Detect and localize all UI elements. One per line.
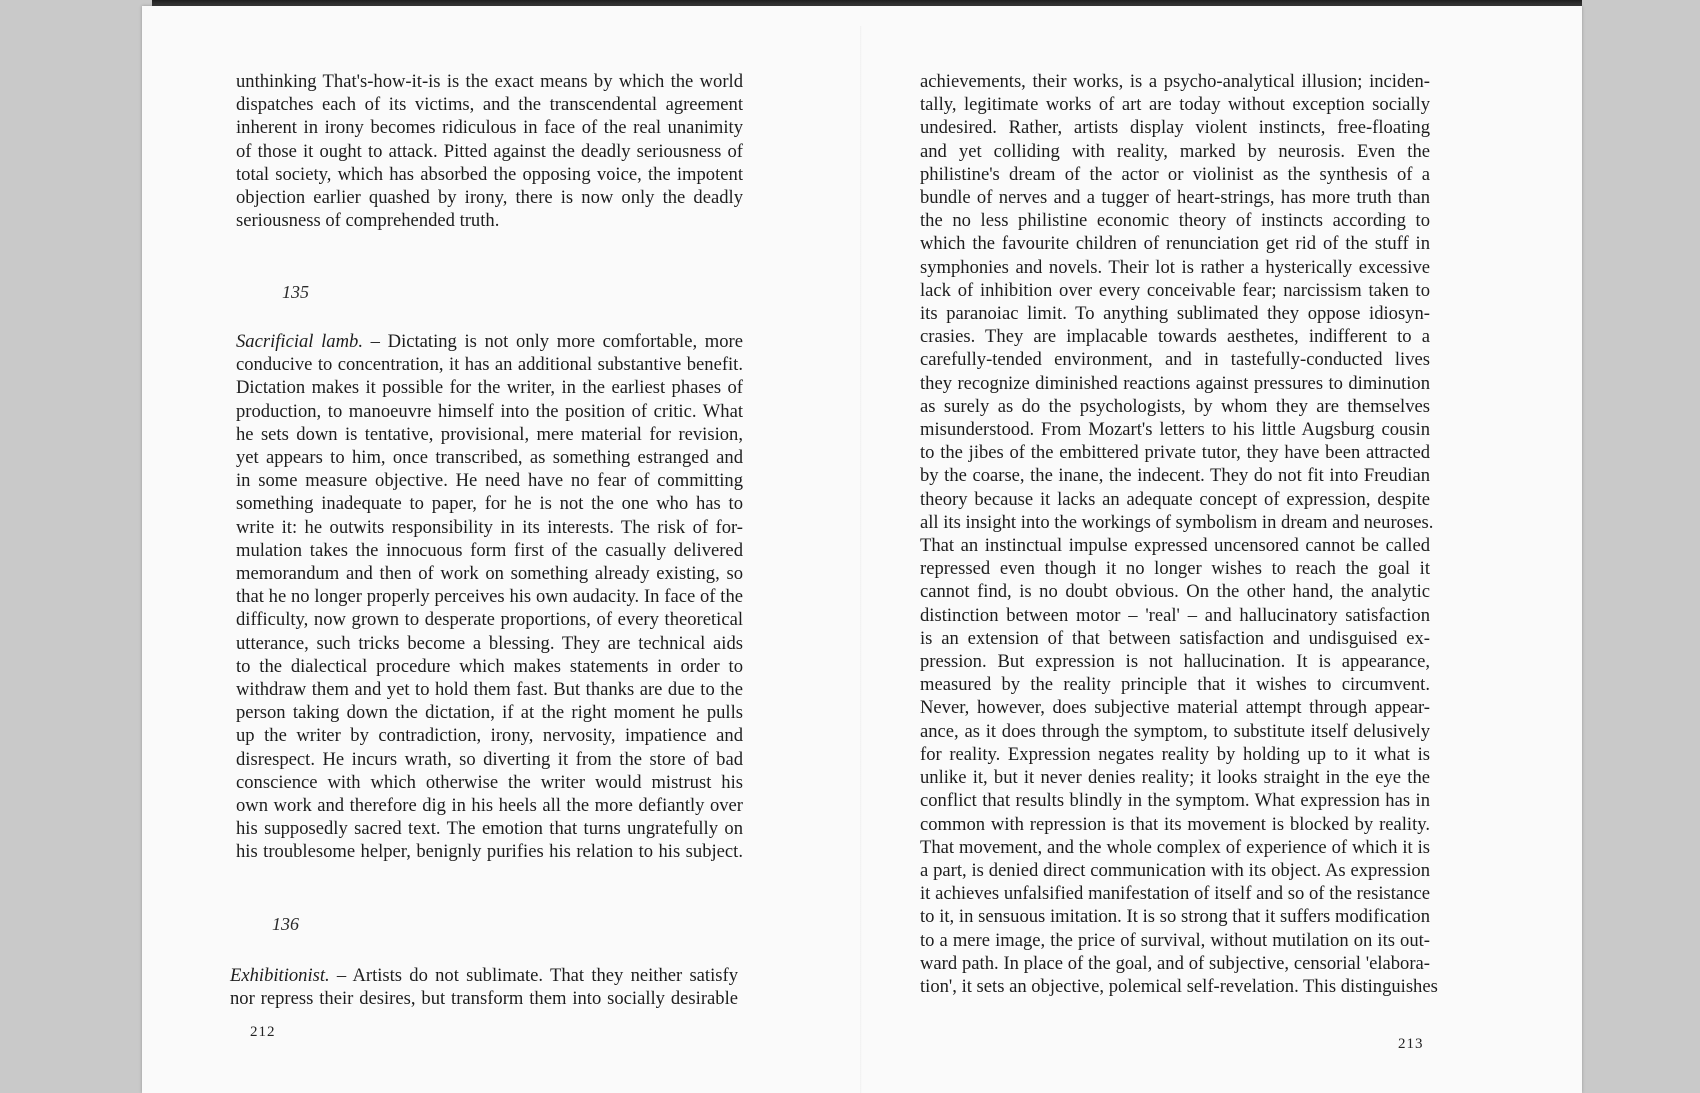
page-number-left: 212 bbox=[250, 1024, 276, 1040]
text-line: unlike it, but it never denies reality; it looks straight in the eye the bbox=[920, 767, 1430, 789]
left-page-intro bbox=[236, 70, 743, 232]
text-line: Dictation makes it possible for the writer, in the earliest phases of bbox=[236, 377, 743, 399]
text-line: it achieves unfalsified manifestation of itself and so of the resistance bbox=[920, 883, 1430, 905]
text-line: tion', it sets an objective, polemical self-revelation. This distinguishes bbox=[920, 975, 1438, 997]
text-line: seriousness of comprehended truth. bbox=[236, 210, 500, 232]
text-line: up the writer by contradiction, irony, nervosity, impatience and bbox=[236, 725, 743, 747]
text-line: person taking down the dictation, if at the right moment he pulls bbox=[236, 702, 743, 724]
text-line: as surely as do the psychologists, by whom they are themselves bbox=[920, 395, 1430, 417]
text-line: a part, is denied direct communication with its object. As expression bbox=[920, 859, 1430, 881]
text-line: own work and therefore dig in his heels all the more defiantly over bbox=[236, 795, 743, 817]
text-line: which the favourite children of renunciation get rid of the stuff in bbox=[920, 233, 1430, 255]
text-line: withdraw them and yet to hold them fast. But thanks are due to the bbox=[236, 679, 743, 701]
text-line: to the jibes of the embittered private tutor, they have been attracted bbox=[920, 442, 1430, 464]
text-line: production, to manoeuvre himself into the position of critic. What bbox=[236, 400, 743, 422]
text-line: dispatches each of its victims, and the transcendental agreement bbox=[236, 94, 743, 116]
text-line: to the dialectical procedure which makes statements in order to bbox=[236, 655, 743, 677]
text-line: yet appears to him, once transcribed, as something estranged and bbox=[236, 447, 743, 469]
text-line: disrespect. He incurs wrath, so diverting it from the store of bad bbox=[236, 748, 743, 770]
text-line: they recognize diminished reactions against pressures to diminution bbox=[920, 372, 1430, 394]
text-line: that he no longer properly perceives his own audacity. In face of the bbox=[236, 586, 743, 608]
text-line: theory because it lacks an adequate concept of expression, despite bbox=[920, 488, 1430, 510]
section-136-first-line bbox=[230, 964, 738, 987]
text-line: mulation takes the innocuous form first of the casually delivered bbox=[236, 539, 743, 561]
section-135-first-line-text: – Dictating is not only more comfortable, more bbox=[362, 331, 743, 352]
text-line: and yet colliding with reality, marked by neurosis. Even the bbox=[920, 140, 1430, 162]
right-page-body bbox=[920, 70, 1438, 998]
text-line: all its insight into the workings of symbolism in dream and neuroses. bbox=[920, 511, 1434, 533]
text-line: to a mere image, the price of survival, without mutilation on its out- bbox=[920, 929, 1430, 951]
text-line: in some measure objective. He need have no fear of committing bbox=[236, 470, 743, 492]
text-line: objection earlier quashed by irony, there is now only the deadly bbox=[236, 187, 743, 209]
section-136-first-line-text: – Artists do not sublimate. That they neither satisfy bbox=[329, 965, 738, 986]
section-number-135: 135 bbox=[282, 282, 309, 302]
text-line: distinction between motor – 'real' – and hallucinatory satisfaction bbox=[920, 604, 1430, 626]
text-line: cannot find, is no doubt obvious. On the other hand, the analytic bbox=[920, 581, 1430, 603]
text-line: conducive to concentration, it has an additional substantive benefit. bbox=[236, 354, 743, 376]
section-136-title: Exhibitionist. bbox=[230, 965, 330, 986]
text-line: his troublesome helper, benignly purifies his relation to his subject. bbox=[236, 841, 743, 863]
text-line: for reality. Expression negates reality by holding up to it what is bbox=[920, 743, 1430, 765]
text-line: inherent in irony becomes ridiculous in face of the real unanimity bbox=[236, 117, 743, 139]
section-136-body bbox=[230, 964, 738, 1010]
text-line: utterance, such tricks become a blessing. They are technical aids bbox=[236, 632, 743, 654]
text-line: its paranoiac limit. To anything sublimated they oppose idiosyn- bbox=[920, 303, 1430, 325]
text-line: conflict that results blindly in the symptom. What expression has in bbox=[920, 790, 1430, 812]
text-line: tally, legitimate works of art are today without exception socially bbox=[920, 94, 1430, 116]
text-line: repressed even though it no longer wishes to reach the goal it bbox=[920, 558, 1430, 580]
section-number-136: 136 bbox=[272, 914, 299, 934]
section-135-title: Sacrificial lamb. bbox=[236, 331, 363, 352]
section-135-body bbox=[236, 330, 743, 864]
text-line: ward path. In place of the goal, and of subjective, censorial 'elabora- bbox=[920, 952, 1430, 974]
text-line: crasies. They are implacable towards aesthetes, indifferent to a bbox=[920, 326, 1430, 348]
text-line: common with repression is that its movement is blocked by reality. bbox=[920, 813, 1430, 835]
text-line: the no less philistine economic theory of instincts according to bbox=[920, 210, 1430, 232]
text-line: philistine's dream of the actor or violinist as the synthesis of a bbox=[920, 163, 1430, 185]
text-line: pression. But expression is not hallucination. It is appearance, bbox=[920, 651, 1430, 673]
text-line: misunderstood. From Mozart's letters to his little Augsburg cousin bbox=[920, 419, 1430, 441]
section-135-first-line bbox=[236, 330, 743, 353]
text-line: memorandum and then of work on something already existing, so bbox=[236, 563, 743, 585]
text-line: achievements, their works, is a psycho-analytical illusion; inciden- bbox=[920, 71, 1430, 92]
text-line: That an instinctual impulse expressed uncensored cannot be called bbox=[920, 535, 1430, 557]
text-line: something inadequate to paper, for he is not the one who has to bbox=[236, 493, 743, 515]
text-line: total society, which has absorbed the opposing voice, the impotent bbox=[236, 163, 743, 185]
text-line: bundle of nerves and a tugger of heart-strings, has more truth than bbox=[920, 187, 1430, 209]
text-line: conscience with which otherwise the writer would mistrust his bbox=[236, 771, 743, 793]
page-number-right: 213 bbox=[1398, 1036, 1424, 1052]
text-line: ance, as it does through the symptom, to substitute itself delusively bbox=[920, 720, 1430, 742]
text-line: symphonies and novels. Their lot is rather a hysterically excessive bbox=[920, 256, 1430, 278]
text-line: by the coarse, the inane, the indecent. They do not fit into Freudian bbox=[920, 465, 1430, 487]
text-line: undesired. Rather, artists display violent instincts, free-floating bbox=[920, 117, 1430, 139]
text-line: measured by the reality principle that it wishes to circumvent. bbox=[920, 674, 1430, 696]
text-line: difficulty, now grown to desperate proportions, of every theoretical bbox=[236, 609, 743, 631]
text-line: nor repress their desires, but transform them into socially desirable bbox=[230, 988, 738, 1010]
book-spread bbox=[142, 6, 1582, 1093]
text-line: unthinking That's-how-it-is is the exact means by which the world bbox=[236, 71, 743, 92]
text-line: write it: he outwits responsibility in its interests. The risk of for- bbox=[236, 516, 743, 538]
text-line: to it, in sensuous imitation. It is so strong that it suffers modification bbox=[920, 906, 1430, 928]
book-gutter bbox=[860, 26, 862, 1093]
text-line: his supposedly sacred text. The emotion that turns ungratefully on bbox=[236, 818, 743, 840]
text-line: Never, however, does subjective material attempt through appear- bbox=[920, 697, 1430, 719]
text-line: lack of inhibition over every conceivable fear; narcissism taken to bbox=[920, 279, 1430, 301]
text-line: of those it ought to attack. Pitted against the deadly seriousness of bbox=[236, 140, 743, 162]
text-line: That movement, and the whole complex of experience of which it is bbox=[920, 836, 1430, 858]
text-line: carefully-tended environment, and in tastefully-conducted lives bbox=[920, 349, 1430, 371]
text-line: is an extension of that between satisfaction and undisguised ex- bbox=[920, 627, 1430, 649]
text-line: he sets down is tentative, provisional, mere material for revision, bbox=[236, 423, 743, 445]
